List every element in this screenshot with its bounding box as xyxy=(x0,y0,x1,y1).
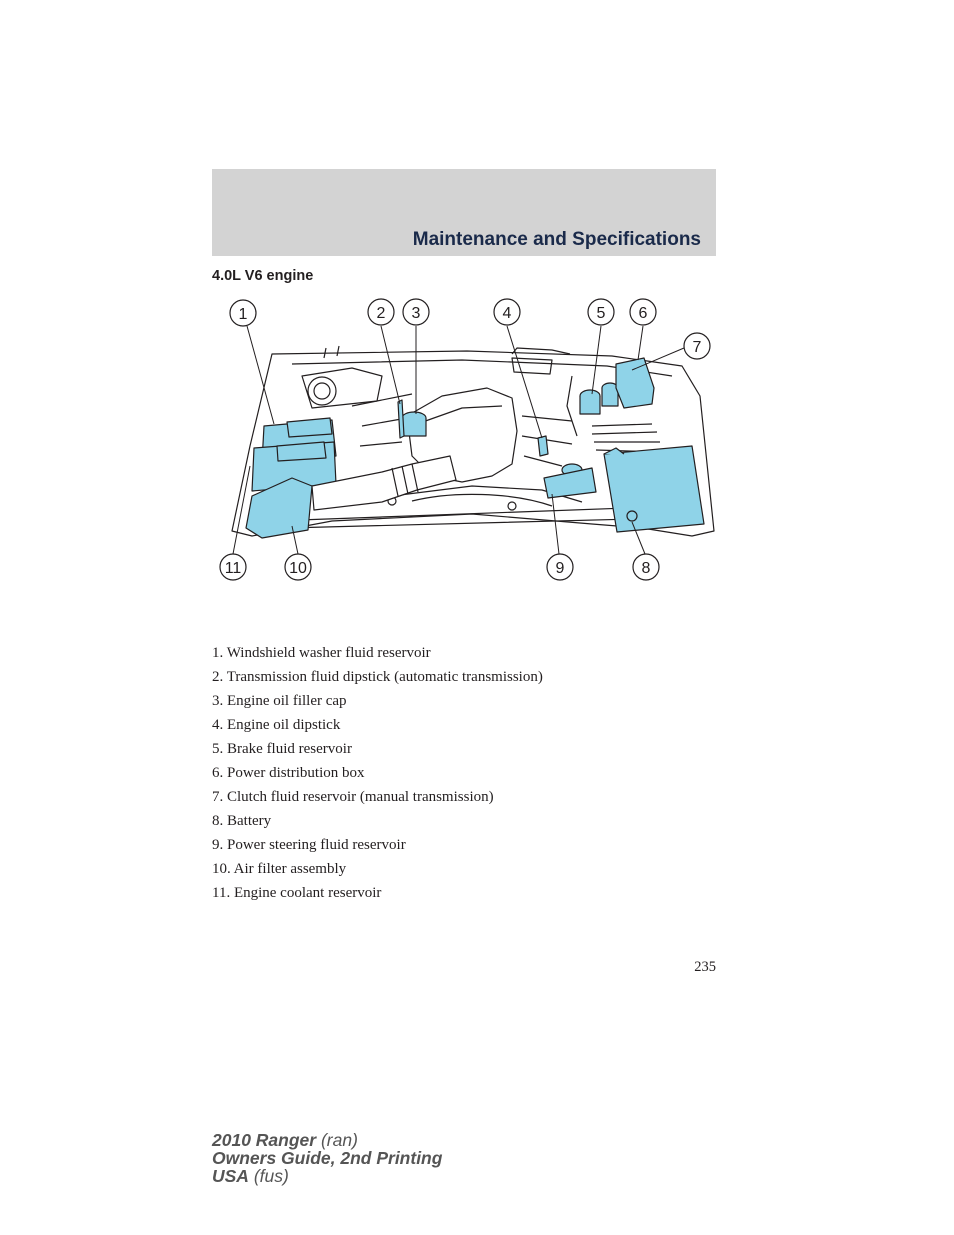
section-header-band xyxy=(212,169,716,256)
document-footer xyxy=(212,1131,442,1185)
callout-number: 8 xyxy=(641,560,651,577)
callout-number: 10 xyxy=(289,560,307,577)
legend-item: 2. Transmission fluid dipstick (automatic transmission) xyxy=(212,669,543,685)
callout-number: 6 xyxy=(638,305,648,322)
legend-item: 1. Windshield washer fluid reservoir xyxy=(212,645,431,661)
callout-number: 2 xyxy=(376,305,386,322)
footer-market: USA xyxy=(212,1166,249,1186)
section-heading: 4.0L V6 engine xyxy=(212,268,314,284)
callout-number: 5 xyxy=(596,305,606,322)
footer-edition: Owners Guide, 2nd Printing xyxy=(212,1148,443,1168)
highlighted-components xyxy=(246,358,704,538)
chapter-title: Maintenance and Specifications xyxy=(412,229,701,250)
footer-model-code: (ran) xyxy=(316,1130,358,1150)
component-legend xyxy=(212,641,543,905)
legend-item: 5. Brake fluid reservoir xyxy=(212,741,352,757)
callout-number: 11 xyxy=(224,560,242,577)
engine-compartment-diagram xyxy=(212,296,716,586)
footer-model: 2010 Ranger xyxy=(212,1130,317,1150)
legend-item: 7. Clutch fluid reservoir (manual transmission) xyxy=(212,789,494,805)
callout-number: 4 xyxy=(502,305,512,322)
footer-line xyxy=(212,1149,442,1167)
callout-number: 1 xyxy=(238,306,248,323)
legend-item: 4. Engine oil dipstick xyxy=(212,717,341,733)
legend-item: 3. Engine oil filler cap xyxy=(212,693,347,709)
callout-number: 9 xyxy=(555,560,565,577)
footer-line xyxy=(212,1131,442,1149)
legend-item: 9. Power steering fluid reservoir xyxy=(212,837,406,853)
callout-number: 7 xyxy=(692,339,702,356)
legend-item: 8. Battery xyxy=(212,813,272,829)
page-number: 235 xyxy=(694,959,716,975)
footer-line xyxy=(212,1167,442,1185)
callout-number: 3 xyxy=(411,305,421,322)
footer-market-code: (fus) xyxy=(248,1166,289,1186)
legend-item: 10. Air filter assembly xyxy=(212,861,347,877)
legend-item: 11. Engine coolant reservoir xyxy=(212,885,382,901)
legend-item: 6. Power distribution box xyxy=(212,765,365,781)
